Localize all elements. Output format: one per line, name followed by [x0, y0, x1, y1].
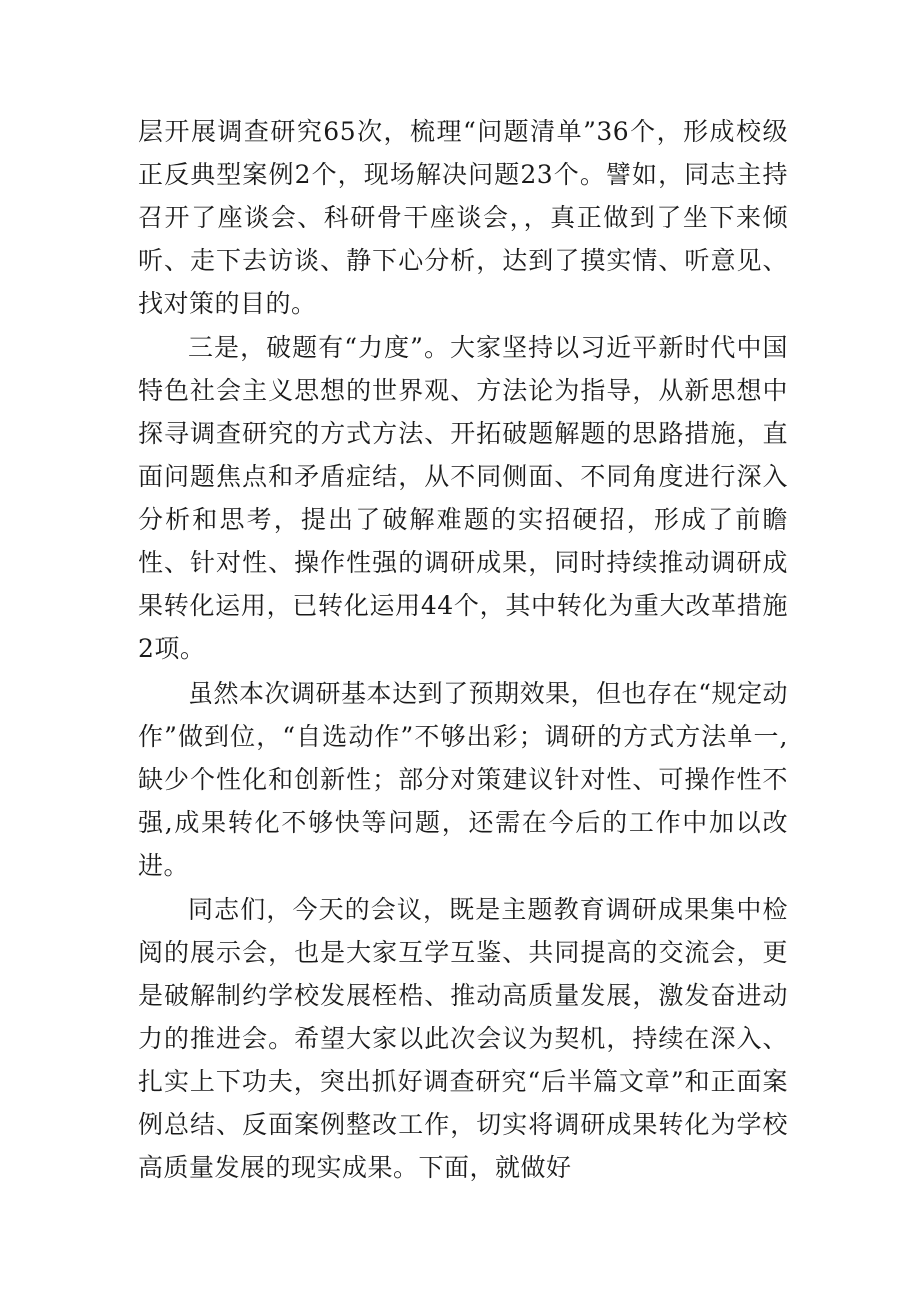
paragraph-breakthrough: 三是，破题有“力度”。大家坚持以习近平新时代中国特色社会主义思想的世界观、方法论为指导，从新思想中探寻调查研究的方式方法、开拓破题解题的思路措施，直面问题焦点和矛盾症结，从不同侧面、不同角度进行深入分析和思考，提出了破解难题的实招硬招，形成了前瞻性、针对性、操作性强的调研成果，同时持续推动调研成果转化运用，已转化运用44个，其中转化为重大改革措施2项。	[138, 333, 788, 663]
paragraph-continuation: 层开展调查研究65次，梳理“问题清单”36个，形成校级正反典型案例2个，现场解决问题23个。譬如，同志主持召开了座谈会、科研骨干座谈会，，真正做到了坐下来倾听、走下去访谈、静下心分析，达到了摸实情、听意见、找对策的目的。	[138, 117, 788, 318]
paragraph-shortcomings: 虽然本次调研基本达到了预期效果，但也存在“规定动作”做到位，“自选动作”不够出彩；调研的方式方法单一,缺少个性化和创新性；部分对策建议针对性、可操作性不强,成果转化不够快等问题，还需在今后的工作中加以改进。	[138, 679, 788, 880]
paragraph-closing: 同志们，今天的会议，既是主题教育调研成果集中检阅的展示会，也是大家互学互鉴、共同提高的交流会，更是破解制约学校发展桎梏、推动高质量发展，激发奋进动力的推进会。希望大家以此次会议为契机，持续在深入、扎实上下功夫，突出抓好调查研究“后半篇文章”和正面案例总结、反面案例整改工作，切实将调研成果转化为学校高质量发展的现实成果。下面，就做好	[138, 895, 788, 1182]
